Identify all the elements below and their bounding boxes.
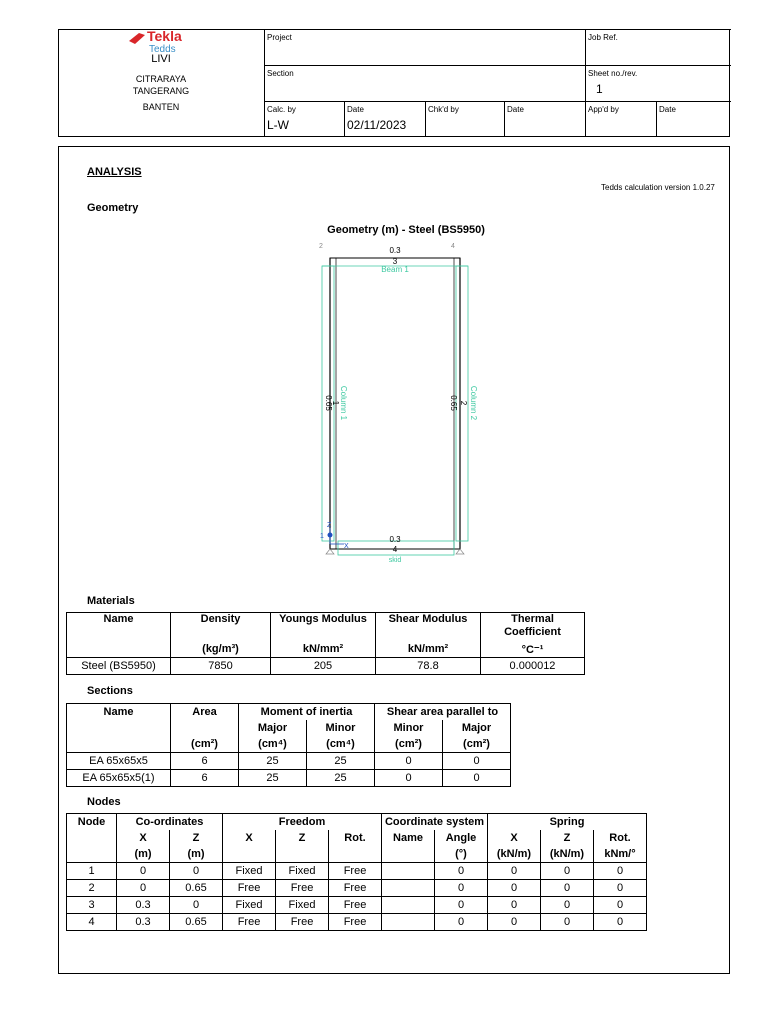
sheet-value: 1: [596, 82, 603, 96]
mat-h-youngs: Youngs Modulus: [271, 613, 376, 642]
mat-cell: 205: [271, 658, 376, 675]
sec-cell: 0: [375, 753, 443, 770]
sec-h-area: Area: [171, 704, 239, 721]
node-cell: Free: [329, 880, 382, 897]
date2-cell: [504, 101, 586, 137]
table-row: [67, 914, 647, 931]
node-cell: 2: [67, 880, 117, 897]
calcby-cell: [264, 101, 345, 137]
node-cell: 0: [594, 897, 647, 914]
jobref-label: Job Ref.: [588, 33, 618, 42]
node-cell: 0: [488, 897, 541, 914]
col-left-name: Column 1: [339, 385, 348, 421]
node-cell: 0: [435, 880, 488, 897]
node-cell: 0: [435, 897, 488, 914]
sec-cell: 25: [307, 770, 375, 787]
node-h-coordsys: Coordinate system: [382, 814, 488, 831]
mat-h-shear: Shear Modulus: [376, 613, 481, 642]
mat-u-thermal: °C⁻¹: [481, 641, 585, 658]
sec-h2-minor: Minor: [307, 720, 375, 736]
sheet-cell: [585, 65, 731, 101]
node-cell: [382, 880, 435, 897]
node-cell: Free: [276, 880, 329, 897]
node-cell: Free: [329, 914, 382, 931]
node-h-coords: Co-ordinates: [117, 814, 223, 831]
beam-top-name: Beam 1: [381, 265, 409, 274]
materials-heading: Materials: [87, 595, 135, 607]
table-row: [67, 770, 511, 787]
mat-cell: 0.000012: [481, 658, 585, 675]
node-cell: Fixed: [223, 863, 276, 880]
col-right-name: Column 2: [469, 385, 478, 421]
node-h2-z: Z: [170, 830, 223, 846]
company-address: [59, 54, 263, 113]
node-h-spring: Spring: [488, 814, 647, 831]
sec-u-sminor: (cm²): [375, 736, 443, 753]
node-cell: 0: [488, 914, 541, 931]
axis-x-label: X: [344, 543, 349, 550]
sec-h2-major2: Major: [443, 720, 511, 736]
node-u-sx: (kN/m): [488, 846, 541, 863]
node-h2-srot: Rot.: [594, 830, 647, 846]
node-h-freedom: Freedom: [223, 814, 382, 831]
sec-h2-minor2: Minor: [375, 720, 443, 736]
node-cell: 0: [541, 880, 594, 897]
sec-cell: 0: [375, 770, 443, 787]
node-cell: 0.65: [170, 914, 223, 931]
project-label: Project: [267, 33, 292, 42]
node-h2-frot: Rot.: [329, 830, 382, 846]
date-label: Date: [347, 105, 364, 114]
col-left-length: 0.65: [324, 395, 333, 411]
section-label: Section: [267, 69, 294, 78]
node-cell: 0: [594, 863, 647, 880]
sec-u-minor: (cm⁴): [307, 736, 375, 753]
sec-h-shear: Shear area parallel to: [375, 704, 511, 721]
beam-bot-length: 0.3: [389, 535, 401, 544]
appd-cell: [585, 101, 657, 137]
date3-label: Date: [659, 105, 676, 114]
node-cell: [382, 863, 435, 880]
node-cell: 0.65: [170, 880, 223, 897]
company-name: LIVI: [151, 53, 171, 65]
sec-cell: 0: [443, 753, 511, 770]
sec-cell: EA 65x65x5: [67, 753, 171, 770]
node-cell: 3: [67, 897, 117, 914]
project-cell: [264, 29, 586, 65]
nodes-heading: Nodes: [87, 796, 121, 808]
node-h2-fx: X: [223, 830, 276, 846]
node-2-label: 2: [319, 243, 323, 250]
support-left-icon: [326, 549, 334, 554]
node-cell: 0.3: [117, 914, 170, 931]
node-u-angle: (°): [435, 846, 488, 863]
date-value: 02/11/2023: [347, 118, 407, 132]
appd-label: App'd by: [588, 105, 619, 114]
tekla-logo-icon: [129, 32, 145, 44]
jobref-cell: [585, 29, 731, 65]
col-right-number: 2: [459, 400, 468, 406]
mat-cell: Steel (BS5950): [67, 658, 171, 675]
col-left-number: 1: [331, 400, 340, 406]
beam-bot-name: skid: [388, 557, 402, 564]
sec-cell: 6: [171, 753, 239, 770]
node-4-label: 4: [451, 243, 455, 250]
node-cell: [382, 914, 435, 931]
sec-cell: 6: [171, 770, 239, 787]
node-h2-fz: Z: [276, 830, 329, 846]
node-h2-name: Name: [382, 830, 435, 846]
table-row: [67, 897, 647, 914]
sec-cell: 25: [239, 770, 307, 787]
beam-top-length: 0.3: [389, 246, 401, 255]
node-cell: 0: [541, 897, 594, 914]
company-line-1: CITRARAYA: [135, 74, 187, 84]
date-cell: [344, 101, 425, 137]
diagram-title: Geometry (m) - Steel (BS5950): [327, 224, 485, 236]
node-cell: 0: [488, 880, 541, 897]
node-cell: Free: [329, 863, 382, 880]
node-cell: 0: [541, 863, 594, 880]
company-line-2: TANGERANG: [132, 86, 190, 96]
node-cell: 0: [435, 914, 488, 931]
sec-u-area: (cm²): [171, 736, 239, 753]
node-cell: 1: [67, 863, 117, 880]
node-h-node: Node: [67, 814, 117, 831]
mat-h-thermal: Thermal Coefficient: [481, 613, 585, 642]
axis-z-label: Z: [327, 522, 332, 529]
node-u-z: (m): [170, 846, 223, 863]
sec-cell: 0: [443, 770, 511, 787]
logo-product: Tedds: [149, 44, 176, 55]
node-1-label: 1: [320, 533, 324, 540]
sec-cell: EA 65x65x5(1): [67, 770, 171, 787]
mat-h-name: Name: [67, 613, 171, 642]
table-row: [67, 880, 647, 897]
sec-u-major: (cm⁴): [239, 736, 307, 753]
calcby-value: L-W: [267, 118, 289, 132]
geometry-diagram: [300, 238, 500, 568]
node-cell: 0: [435, 863, 488, 880]
node-cell: Fixed: [276, 863, 329, 880]
table-row: [67, 658, 585, 675]
mat-u-density: (kg/m³): [171, 641, 271, 658]
mat-u-name: [67, 641, 171, 658]
date2-label: Date: [507, 105, 524, 114]
node-h2-sz: Z: [541, 830, 594, 846]
table-row: [67, 753, 511, 770]
frame-outline: [330, 258, 460, 549]
node-h2-sx: X: [488, 830, 541, 846]
mat-cell: 78.8: [376, 658, 481, 675]
company-line-4: BANTEN: [142, 102, 180, 112]
node-cell: 0: [594, 914, 647, 931]
sheet-label: Sheet no./rev.: [588, 69, 638, 78]
node-cell: Fixed: [276, 897, 329, 914]
nodes-table: [66, 813, 647, 931]
logo-brand: Tekla: [147, 28, 182, 44]
node-cell: 0: [541, 914, 594, 931]
node-cell: [382, 897, 435, 914]
header-block: [58, 29, 730, 137]
node-cell: Free: [223, 914, 276, 931]
beam-top-number: 3: [392, 257, 398, 266]
chkd-label: Chk'd by: [428, 105, 459, 114]
sec-cell: 25: [239, 753, 307, 770]
section-cell: [264, 65, 586, 101]
node-cell: 0: [117, 880, 170, 897]
sec-h-name: Name: [67, 704, 171, 721]
node-cell: 0: [117, 863, 170, 880]
mat-cell: 7850: [171, 658, 271, 675]
node-cell: 4: [67, 914, 117, 931]
table-row: [67, 863, 647, 880]
mat-u-youngs: kN/mm²: [271, 641, 376, 658]
axis-origin-icon: [328, 533, 333, 538]
chkd-cell: [425, 101, 505, 137]
sec-u-smajor: (cm²): [443, 736, 511, 753]
node-u-x: (m): [117, 846, 170, 863]
sections-table: [66, 703, 511, 787]
node-cell: Fixed: [223, 897, 276, 914]
version-text: Tedds calculation version 1.0.27: [601, 183, 715, 192]
node-cell: Free: [329, 897, 382, 914]
sec-h2-major: Major: [239, 720, 307, 736]
date3-cell: [656, 101, 731, 137]
col-right-length: 0.65: [449, 395, 458, 411]
node-cell: Free: [223, 880, 276, 897]
beam-bot-number: 4: [392, 545, 398, 554]
geometry-heading: Geometry: [87, 202, 139, 214]
sec-h-moment: Moment of inertia: [239, 704, 375, 721]
node-h2-x: X: [117, 830, 170, 846]
node-cell: 0: [170, 863, 223, 880]
node-cell: Free: [276, 914, 329, 931]
node-u-srot: kNm/°: [594, 846, 647, 863]
materials-table: [66, 612, 585, 675]
node-cell: 0.3: [117, 897, 170, 914]
calcby-label: Calc. by: [267, 105, 296, 114]
node-cell: 0: [488, 863, 541, 880]
sections-heading: Sections: [87, 685, 133, 697]
analysis-title: ANALYSIS: [87, 166, 142, 178]
support-right-icon: [456, 549, 464, 554]
node-cell: 0: [170, 897, 223, 914]
mat-h-density: Density: [171, 613, 271, 642]
mat-u-shear: kN/mm²: [376, 641, 481, 658]
node-cell: 0: [594, 880, 647, 897]
sec-cell: 25: [307, 753, 375, 770]
node-h2-angle: Angle: [435, 830, 488, 846]
node-u-sz: (kN/m): [541, 846, 594, 863]
